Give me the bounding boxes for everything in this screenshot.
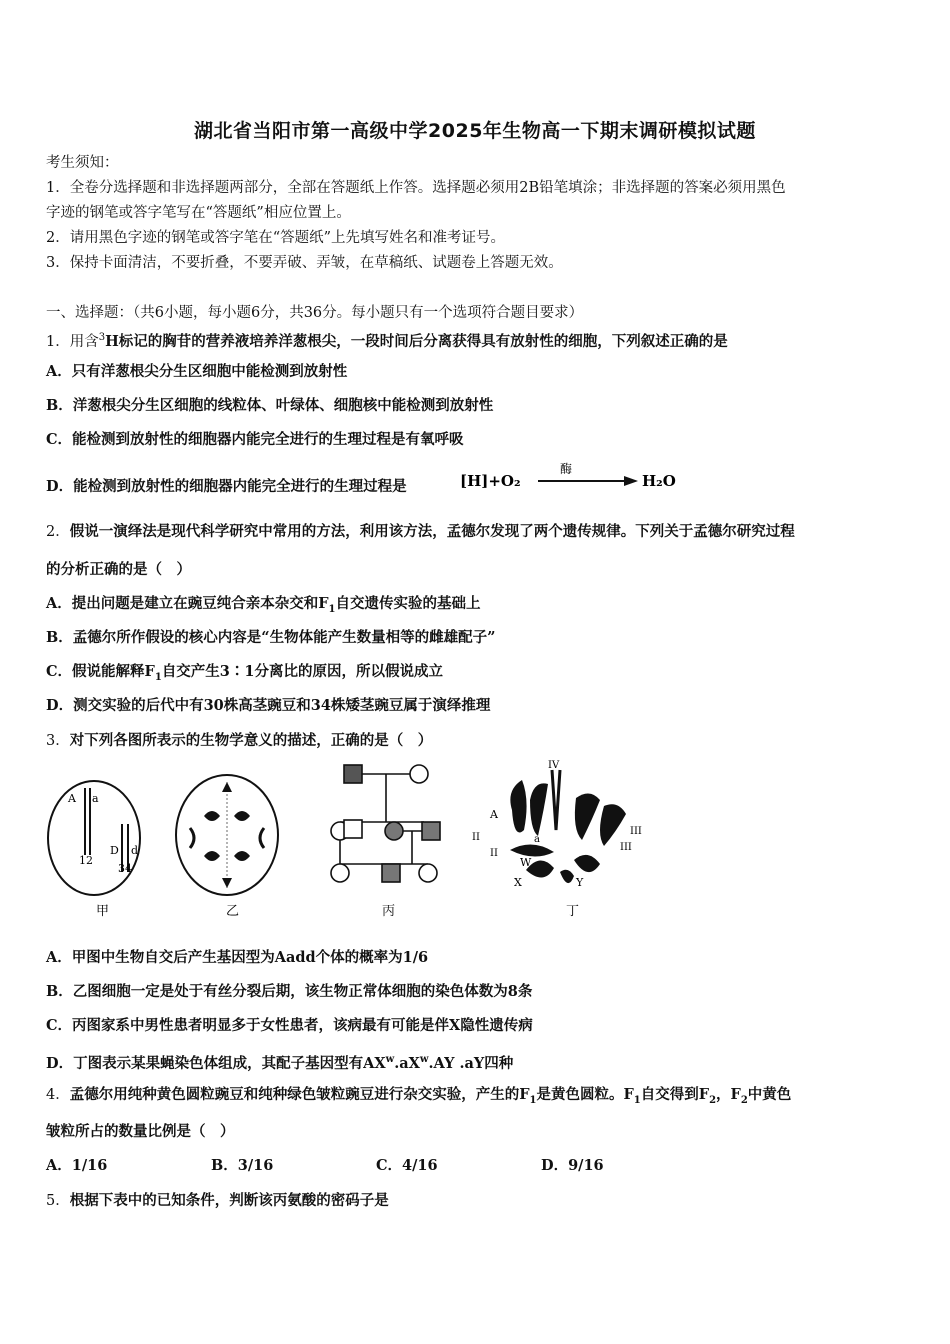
question-4-stem-2: 皱粒所占的数量比例是（ ） — [46, 1123, 235, 1140]
question-number: 4． — [46, 1087, 70, 1103]
eq-enzyme: 酶 — [560, 462, 573, 476]
q2-option-a: A．提出问题是建立在豌豆纯合亲本杂交和$F_1$自交遗传实验的基础上 — [46, 595, 481, 615]
q3-option-c: C．丙图家系中男性患者明显多于女性患者，该病最有可能是伴X隐性遗传病 — [46, 1017, 533, 1034]
question-3-stem: 3．对下列各图所表示的生物学意义的描述，正确的是（ ） — [46, 732, 433, 749]
svg-text:a: a — [92, 792, 99, 805]
eq-right: H₂O — [642, 472, 676, 490]
figure-jia — [48, 781, 140, 919]
figure-ding — [472, 760, 642, 919]
svg-text:III: III — [630, 826, 642, 837]
q3-figures — [44, 760, 664, 930]
question-number: 3． — [46, 733, 70, 749]
question-4-stem-1: 4．孟德尔用纯种黄色圆粒豌豆和纯种绿色皱粒豌豆进行杂交实验，产生的$F_1$是黄色圆粒。$F_1$自交得到$F_2$，$F_2$中黄色 — [46, 1086, 792, 1106]
caption-yi: 乙 — [226, 904, 240, 919]
notice-line-1: 1．全卷分选择题和非选择题两部分，全部在答题纸上作答。选择题必须用2B铅笔填涂；非选择题的答案必须用黑色 — [46, 180, 786, 196]
enzyme-reaction-equation — [458, 462, 698, 496]
svg-text:II: II — [490, 848, 498, 859]
q2-option-d: D．测交实验的后代中有30株高茎豌豆和34株矮茎豌豆属于演绎推理 — [46, 697, 491, 714]
svg-text:X: X — [514, 876, 522, 889]
q4-option-a: A．1/16 — [46, 1157, 108, 1174]
svg-text:d: d — [131, 844, 139, 857]
question-number: 2． — [46, 524, 70, 540]
q4-option-d: D．9/16 — [541, 1157, 604, 1174]
q2-option-b: B．孟德尔所作假设的核心内容是“生物体能产生数量相等的雌雄配子” — [46, 629, 496, 646]
page-title: 湖北省当阳市第一高级中学2025年生物高一下期末调研模拟试题 — [194, 120, 756, 142]
q3-option-a: A．甲图中生物自交后产生基因型为Aadd个体的概率为1/6 — [46, 949, 429, 966]
q4-options — [46, 1156, 916, 1176]
figure-yi — [176, 775, 278, 919]
svg-text:A: A — [68, 792, 76, 805]
notice-line-3: 3．保持卡面清洁，不要折叠，不要弄破、弄皱，在草稿纸、试题卷上答题无效。 — [46, 255, 563, 271]
figure-bing — [331, 765, 440, 919]
q2-option-c: C．假说能解释$F_1$自交产生3∶1分离比的原因，所以假说成立 — [46, 663, 443, 683]
q1-option-c: C．能检测到放射性的细胞器内能完全进行的生理过程是有氧呼吸 — [46, 431, 464, 448]
notice-line-1b: 字迹的钢笔或答字笔写在“答题纸”相应位置上。 — [46, 205, 351, 221]
q3-option-d: D．丁图表示某果蝇染色体组成，其配子基因型有$AX^w.aX^w.AY$ .aY四种 — [46, 1054, 514, 1072]
question-2-stem-1: 2．假说一演绎法是现代科学研究中常用的方法，利用该方法，孟德尔发现了两个遗传规律。下列关于孟德尔研究过程 — [46, 523, 795, 540]
question-2-stem-2: 的分析正确的是（ ） — [46, 561, 191, 578]
svg-text:W: W — [520, 856, 532, 869]
q4-option-c: C．4/16 — [376, 1157, 438, 1174]
q3-option-b: B．乙图细胞一定是处于有丝分裂后期，该生物正常体细胞的染色体数为8条 — [46, 983, 533, 1000]
svg-text:12: 12 — [79, 854, 93, 867]
svg-text:A: A — [490, 808, 498, 821]
eq-arrow-head — [624, 476, 638, 486]
caption-ding: 丁 — [566, 904, 580, 919]
svg-text:III: III — [620, 842, 632, 853]
svg-text:II: II — [472, 832, 480, 843]
question-number: 1． — [46, 333, 70, 350]
question-5-stem: 5．根据下表中的已知条件，判断该丙氨酸的密码子是 — [46, 1192, 389, 1209]
question-1-stem: 1．用含$^3$H标记的胸苷的营养液培养洋葱根尖，一段时间后分离获得具有放射性的细胞，下列叙述正确的是 — [46, 332, 728, 350]
question-number: 5． — [46, 1193, 70, 1209]
q1-option-b: B．洋葱根尖分生区细胞的线粒体、叶绿体、细胞核中能检测到放射性 — [46, 397, 494, 414]
q4-option-b: B．3/16 — [211, 1157, 274, 1174]
notice-line-2: 2．请用黑色字迹的钢笔或答字笔在“答题纸”上先填写姓名和准考证号。 — [46, 230, 506, 246]
caption-jia: 甲 — [96, 904, 110, 919]
svg-text:a: a — [534, 834, 540, 845]
section-heading: 一、选择题：（共6小题，每小题6分，共36分。每小题只有一个选项符合题目要求） — [46, 305, 584, 321]
svg-text:34: 34 — [118, 862, 132, 875]
svg-text:D: D — [110, 844, 119, 857]
svg-text:Y: Y — [576, 876, 584, 889]
caption-bing: 丙 — [382, 904, 396, 919]
q1-option-d: D．能检测到放射性的细胞器内能完全进行的生理过程是 — [46, 478, 407, 495]
eq-left: [H]+O₂ — [460, 472, 521, 490]
svg-text:IV: IV — [548, 760, 560, 771]
notice-heading: 考生须知： — [46, 155, 119, 171]
q1-option-a: A．只有洋葱根尖分生区细胞中能检测到放射性 — [46, 363, 348, 380]
